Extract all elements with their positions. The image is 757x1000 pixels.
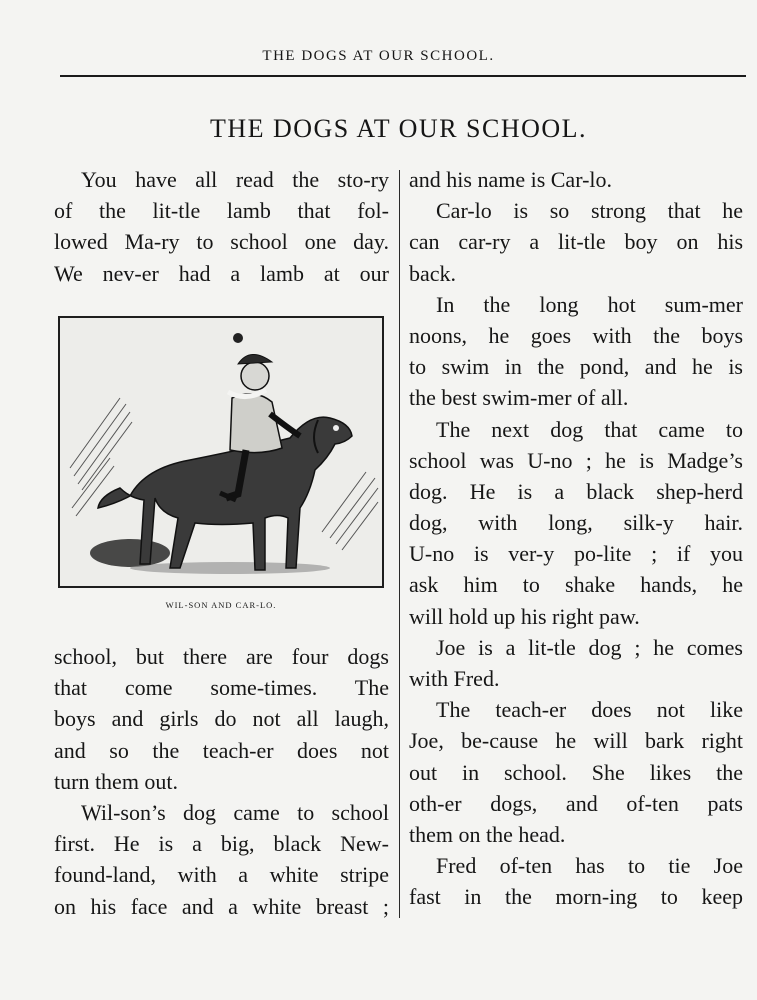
text-line: U-no is ver-y po-lite ; if you bbox=[409, 541, 743, 567]
column-left-top bbox=[54, 164, 389, 289]
text-line: We nev-er had a lamb at our bbox=[54, 260, 389, 286]
illustration bbox=[58, 316, 384, 588]
text-line: oth-er dogs, and of-ten pats bbox=[409, 790, 743, 816]
text-line: back. bbox=[409, 260, 457, 286]
text-line: Car-lo is so strong that he bbox=[436, 198, 743, 224]
column-left-bottom bbox=[54, 641, 389, 922]
text-line: on his face and a white breast ; bbox=[54, 893, 389, 919]
text-line: The next dog that came to bbox=[436, 416, 743, 442]
text-line: dog, with long, silk-y hair. bbox=[409, 510, 743, 536]
text-line: Joe, be-cause he will bark right bbox=[409, 728, 743, 754]
text-line: the best swim-mer of all. bbox=[409, 385, 629, 411]
text-line: found-land, with a white stripe bbox=[54, 862, 389, 888]
text-line: with Fred. bbox=[409, 666, 500, 691]
text-line: school was U-no ; he is Madge’s bbox=[409, 447, 743, 473]
text-line: The teach-er does not like bbox=[436, 697, 743, 723]
text-line: fast in the morn-ing to keep bbox=[409, 884, 743, 910]
boy-riding-dog-engraving bbox=[60, 318, 382, 586]
page-title: THE DOGS AT OUR SCHOOL. bbox=[209, 114, 588, 143]
text-line: can car-ry a lit-tle boy on his bbox=[409, 229, 743, 255]
text-line: them on the head. bbox=[409, 821, 566, 847]
text-line: turn them out. bbox=[54, 768, 179, 794]
text-line: boys and girls do not all laugh, bbox=[54, 706, 389, 732]
text-line: out in school. She likes the bbox=[409, 759, 743, 785]
text-line: Fred of-ten has to tie Joe bbox=[436, 853, 743, 879]
text-line: In the long hot sum-mer bbox=[436, 291, 743, 317]
text-line: ask him to shake hands, he bbox=[409, 572, 743, 598]
illustration-caption: WIL-SON AND CAR-LO. bbox=[165, 600, 277, 610]
text-line: Joe is a lit-tle dog ; he comes bbox=[436, 634, 743, 660]
text-line: You have all read the sto-ry bbox=[81, 167, 389, 192]
running-head: THE DOGS AT OUR SCHOOL. bbox=[262, 48, 495, 64]
text-line: lowed Ma-ry to school one day. bbox=[54, 229, 389, 255]
text-line: of the lit-tle lamb that fol- bbox=[54, 198, 389, 224]
text-line: that come some-times. The bbox=[54, 675, 389, 701]
text-line: school, but there are four dogs bbox=[54, 644, 389, 669]
text-line: Wil-son’s dog came to school bbox=[81, 799, 389, 825]
column-rule bbox=[399, 170, 400, 918]
text-line: to swim in the pond, and he is bbox=[409, 354, 743, 380]
text-line: first. He is a big, black New- bbox=[54, 831, 389, 857]
header-rule bbox=[60, 75, 746, 77]
text-line: will hold up his right paw. bbox=[409, 603, 640, 629]
text-line: dog. He is a black shep-herd bbox=[409, 478, 743, 504]
text-line: noons, he goes with the boys bbox=[409, 322, 743, 348]
column-right bbox=[409, 164, 743, 913]
text-line: and so the teach-er does not bbox=[54, 737, 389, 763]
text-line: and his name is Car-lo. bbox=[409, 167, 613, 192]
